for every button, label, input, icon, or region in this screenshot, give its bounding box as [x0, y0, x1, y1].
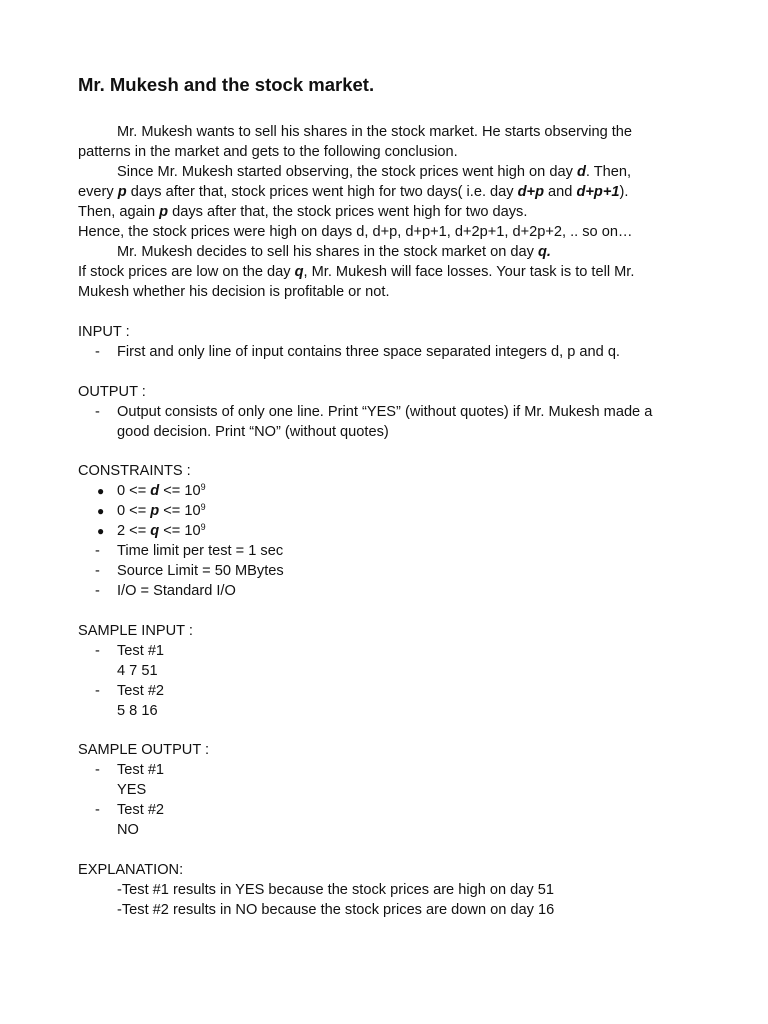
sample-output-test2-label: Test #2 — [117, 802, 165, 818]
constraint-text: 0 <= — [117, 483, 151, 499]
statement-text: ). — [619, 184, 629, 200]
dash-marker: - — [95, 683, 100, 699]
statement-text: , Mr. Mukesh will face losses. Your task is to tell Mr. — [303, 264, 635, 280]
output-description: Output consists of only one line. Print “YES” (without quotes) if Mr. Mukesh made a — [117, 404, 653, 420]
sample-input-heading: SAMPLE INPUT : — [78, 623, 193, 639]
sample-input-test1-value: 4 7 51 — [117, 663, 158, 679]
statement-text: days after that, stock prices went high for two days( i.e. day — [126, 184, 518, 200]
statement-line: Mr. Mukesh wants to sell his shares in the stock market. He starts observing the — [117, 124, 633, 140]
dash-marker: - — [95, 583, 100, 599]
variable-d: d — [150, 483, 160, 499]
statement-text: If stock prices are low on the day — [78, 264, 295, 280]
dash-marker: - — [95, 802, 100, 818]
statement-text: Mr. Mukesh decides to sell his shares in the stock market on day — [117, 244, 538, 260]
statement-text: every — [78, 184, 118, 200]
explanation-line: -Test #2 results in NO because the stock prices are down on day 16 — [117, 902, 555, 918]
variable-p: p — [159, 204, 169, 220]
constraint-text: <= 10 — [159, 483, 201, 499]
statement-line — [78, 202, 527, 222]
statement-line — [78, 262, 634, 282]
variable-d-plus-p: d+p — [517, 184, 544, 200]
sample-input-test2-value: 5 8 16 — [117, 703, 158, 719]
constraint-source-limit: Source Limit = 50 MBytes — [117, 563, 284, 579]
constraint-text: <= 10 — [159, 523, 201, 539]
page-title: Mr. Mukesh and the stock market. — [78, 74, 375, 95]
constraint-p — [117, 501, 206, 521]
constraint-text: 0 <= — [117, 503, 151, 519]
dash-marker: - — [95, 404, 100, 420]
exponent: 9 — [200, 482, 206, 492]
dash-marker: - — [95, 563, 100, 579]
statement-line: patterns in the market and gets to the following conclusion. — [78, 144, 458, 160]
statement-text: Then, again — [78, 204, 160, 220]
constraint-d — [117, 481, 206, 501]
bullet-marker: ● — [97, 504, 105, 518]
sample-input-test2-label: Test #2 — [117, 683, 165, 699]
variable-p: p — [150, 503, 160, 519]
constraint-q — [117, 521, 206, 541]
bullet-marker: ● — [97, 524, 105, 538]
statement-text: Since Mr. Mukesh started observing, the stock prices went high on day — [117, 164, 577, 180]
input-heading: INPUT : — [78, 324, 130, 340]
variable-q: q. — [537, 244, 551, 260]
statement-text: and — [544, 184, 577, 200]
variable-d-plus-p-plus-1: d+p+1 — [576, 184, 620, 200]
statement-line: Hence, the stock prices were high on days d, d+p, d+p+1, d+2p+1, d+2p+2, .. so on… — [78, 224, 633, 240]
statement-line — [78, 182, 628, 202]
sample-input-test1-label: Test #1 — [117, 643, 165, 659]
statement-text: days after that, the stock prices went high for two days. — [168, 204, 528, 220]
constraints-heading: CONSTRAINTS : — [78, 463, 191, 479]
constraint-time-limit: Time limit per test = 1 sec — [117, 543, 284, 559]
variable-p: p — [117, 184, 127, 200]
statement-line — [117, 242, 551, 262]
dash-marker: - — [95, 543, 100, 559]
statement-line — [117, 162, 631, 182]
dash-marker: - — [95, 643, 100, 659]
bullet-marker: ● — [97, 484, 105, 498]
dash-marker: - — [95, 344, 100, 360]
explanation-line: -Test #1 results in YES because the stock prices are high on day 51 — [117, 882, 554, 898]
exponent: 9 — [200, 502, 206, 512]
variable-d: d — [576, 164, 586, 180]
input-description: First and only line of input contains three space separated integers d, p and q. — [117, 344, 620, 360]
output-description: good decision. Print “NO” (without quotes) — [117, 424, 389, 440]
sample-output-test1-value: YES — [117, 782, 147, 798]
statement-text: . Then, — [585, 164, 632, 180]
explanation-heading: EXPLANATION: — [78, 862, 184, 878]
sample-output-test2-value: NO — [117, 822, 139, 838]
constraint-text: <= 10 — [159, 503, 201, 519]
output-heading: OUTPUT : — [78, 384, 146, 400]
constraint-io: I/O = Standard I/O — [117, 583, 236, 599]
dash-marker: - — [95, 762, 100, 778]
statement-line: Mukesh whether his decision is profitable or not. — [78, 284, 390, 300]
variable-q: q — [150, 523, 160, 539]
exponent: 9 — [200, 522, 206, 532]
variable-q: q — [294, 264, 304, 280]
constraint-text: 2 <= — [117, 523, 151, 539]
sample-output-heading: SAMPLE OUTPUT : — [78, 742, 210, 758]
sample-output-test1-label: Test #1 — [117, 762, 165, 778]
